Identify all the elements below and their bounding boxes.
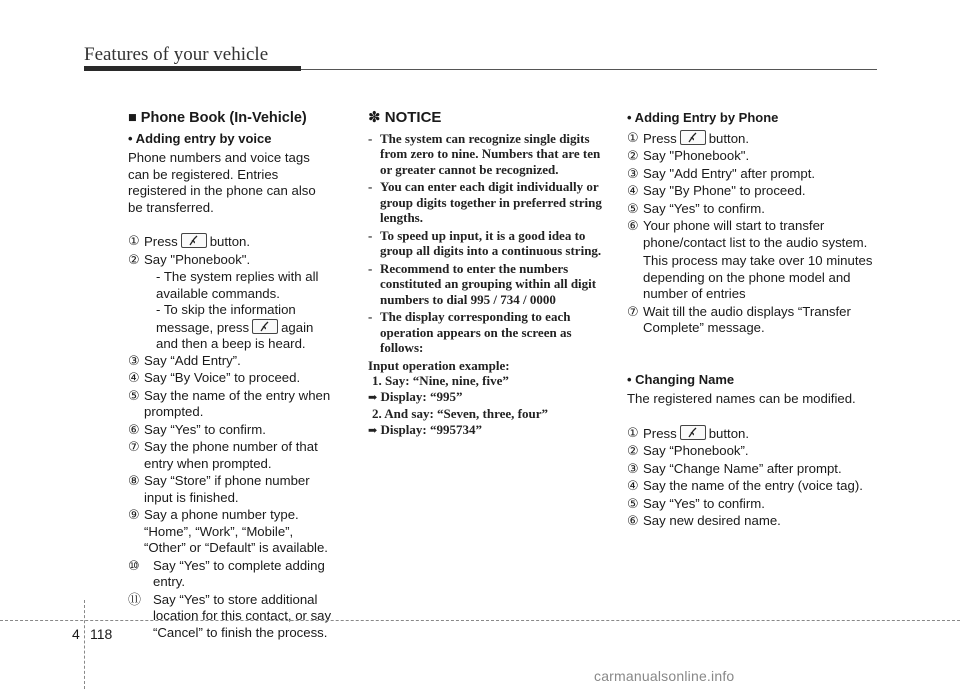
step-number: ⑤ (128, 387, 140, 403)
name-step-2 (627, 443, 877, 460)
step-text: Say the name of the entry (voice tag). (643, 478, 863, 493)
column-add-change (627, 110, 877, 531)
step-11 (128, 592, 334, 642)
name-step-6 (627, 513, 877, 530)
subsection-title: • Adding Entry by Phone (627, 110, 779, 125)
step-6 (128, 422, 334, 439)
chapter-number: 4 (72, 626, 80, 642)
step-number: ⑤ (627, 200, 639, 216)
column-phone-book (128, 110, 334, 642)
arrow-icon: ➡ (368, 391, 378, 404)
step-number: ② (627, 148, 639, 163)
step-text: Say “Add Entry”. (144, 352, 241, 368)
step-number: ② (128, 251, 140, 267)
notice-box (368, 110, 604, 441)
step-number: ② (627, 443, 639, 458)
step-text: Say “Yes” to complete adding entry. (153, 557, 325, 589)
notice-item: - Recommend to enter the numbers constituted an grouping within all digit numbers to dial 995 / 734 / 0000 (368, 260, 597, 307)
step-number: ③ (627, 165, 639, 181)
subsection-title: • Adding entry by voice (128, 130, 272, 146)
step-number: ① (627, 129, 639, 145)
step-4 (128, 370, 334, 387)
step-number: ⑨ (128, 507, 140, 522)
step-number: ⑪ (128, 591, 142, 607)
notice-title: ✽ NOTICE (368, 109, 442, 126)
step-7 (128, 439, 334, 472)
footer-rule (0, 620, 960, 621)
name-step-1 (627, 425, 877, 443)
step-text: Say “Store” if phone number input is finished. (144, 473, 310, 505)
notice-item: - The system can recognize single digits from zero to nine. Numbers that are ten or greater cannot be recognized. (368, 130, 601, 177)
step-text: Say "By Phone" to proceed. (643, 183, 806, 198)
section-title: ■ Phone Book (In-Vehicle) (128, 110, 307, 126)
step-2-note-2 (136, 302, 334, 353)
notice-text: You can enter each digit individually or group digits together in preferred string lengths. (380, 179, 602, 225)
notice-text: Recommend to enter the numbers constituted an grouping within all digit numbers to dial 995 / 734 / 0000 (380, 260, 597, 307)
phone-step-7 (627, 304, 877, 337)
phone-step-6 (627, 218, 877, 251)
phone-step-4 (627, 183, 877, 200)
subsection-title: • Changing Name (627, 371, 735, 387)
step-3 (128, 353, 334, 370)
step-text: Your phone will start to transfer phone/contact list to the audio system. (643, 218, 868, 250)
step-1 (128, 233, 334, 251)
step-number: ⑩ (128, 557, 140, 573)
step-text: Press (144, 234, 178, 249)
step-number: ④ (627, 478, 639, 493)
example-title: Input operation example: (368, 357, 510, 373)
step-text: Say “Yes” to confirm. (643, 200, 765, 216)
step-2 (128, 252, 334, 269)
example-display: Display: “995” (380, 388, 463, 404)
step-number: ⑤ (627, 495, 639, 511)
note-text: again and then a beep is heard. (156, 319, 314, 351)
step-9 (128, 507, 334, 557)
header-bar (84, 66, 301, 71)
step-text: Say “Change Name” after prompt. (643, 460, 842, 476)
notice-text: To speed up input, it is a good idea to group all digits into a continuous string. (380, 227, 602, 258)
step-text: Say "Add Entry" after prompt. (643, 165, 816, 181)
step-number: ⑥ (128, 421, 140, 437)
step-number: ⑦ (128, 439, 140, 454)
name-step-4 (627, 478, 877, 495)
step-text: Say “Yes” to store additional location for this contact, or say “Cancel” to finish the process. (153, 591, 332, 640)
notice-item: - The display corresponding to each operation appears on the screen as follows: (368, 309, 572, 355)
step-text: Say new desired name. (643, 513, 781, 528)
step-2-note-1 (136, 269, 334, 302)
step-number: ⑧ (128, 473, 140, 488)
phone-step-5 (627, 201, 877, 218)
page-number: 118 (90, 626, 113, 642)
name-step-5 (627, 496, 877, 513)
intro-paragraph: The registered names can be modified. (627, 391, 856, 406)
step-text: Say “Yes” to confirm. (144, 421, 266, 437)
example-step: 1. Say: “Nine, nine, five” (372, 373, 509, 388)
step-text: button. (708, 425, 750, 441)
step-number: ⑦ (627, 303, 639, 319)
phone-step-2 (627, 148, 877, 165)
talk-button-icon (680, 425, 706, 440)
phone-step-1 (627, 130, 877, 148)
step-5 (128, 388, 334, 421)
example-display: Display: “995734” (380, 421, 482, 437)
note-text: - To skip the information message, press (156, 302, 296, 335)
example-block (368, 358, 604, 440)
talk-button-icon (181, 233, 207, 248)
arrow-icon: ➡ (368, 424, 378, 437)
step-text: Say "Phonebook". (144, 251, 251, 267)
step-text: Say the phone number of that entry when prompted. (144, 439, 318, 471)
step-text: Say “Phonebook”. (643, 443, 749, 458)
step-8 (128, 473, 334, 506)
step-number: ③ (627, 460, 639, 476)
talk-button-icon (680, 130, 706, 145)
notice-text: The display corresponding to each operation appears on the screen as follows: (380, 309, 572, 355)
step-text: Say “Yes” to confirm. (643, 495, 765, 511)
step-number: ④ (627, 183, 639, 198)
note-text: - The system replies with all available commands. (156, 269, 319, 301)
example-step: 2. And say: “Seven, three, four” (372, 406, 548, 421)
step-text: Press (643, 130, 677, 146)
step-number: ④ (128, 370, 140, 385)
intro-paragraph: Phone numbers and voice tags can be registered. Entries registered in the phone can also be transferred. (128, 150, 316, 215)
step-text: button. (708, 130, 750, 146)
notice-text: The system can recognize single digits from zero to nine. Numbers that are ten or greater cannot be recognized. (380, 130, 601, 177)
header-rule (301, 69, 877, 70)
step-text: Say "Phonebook". (643, 148, 750, 163)
step-text: Wait till the audio displays “Transfer Complete” message. (643, 303, 851, 335)
step-number: ⑥ (627, 513, 639, 528)
phone-step-3 (627, 166, 877, 183)
talk-button-icon (252, 319, 278, 334)
name-step-3 (627, 461, 877, 478)
step-number: ③ (128, 352, 140, 368)
watermark: carmanualsonline.info (594, 668, 735, 684)
footer-divider (84, 600, 85, 689)
step-number: ① (627, 424, 639, 440)
phone-step-6-note: This process may take over 10 minutes depending on the phone model and number of entries (643, 253, 873, 301)
step-text: Say “By Voice” to proceed. (144, 370, 301, 385)
notice-item: - You can enter each digit individually or group digits together in preferred string lengths. (368, 179, 602, 225)
step-number: ① (128, 233, 140, 248)
step-number: ⑥ (627, 218, 639, 233)
step-10 (128, 558, 334, 591)
step-text: Say the name of the entry when prompted. (144, 387, 331, 419)
step-text: Say a phone number type. “Home”, “Work”, “Mobile”, “Other” or “Default” is available. (144, 507, 328, 555)
step-text: button. (209, 234, 251, 249)
notice-item: - To speed up input, it is a good idea to group all digits into a continuous string. (368, 227, 602, 258)
page-header-title: Features of your vehicle (84, 44, 269, 65)
step-text: Press (643, 425, 677, 441)
